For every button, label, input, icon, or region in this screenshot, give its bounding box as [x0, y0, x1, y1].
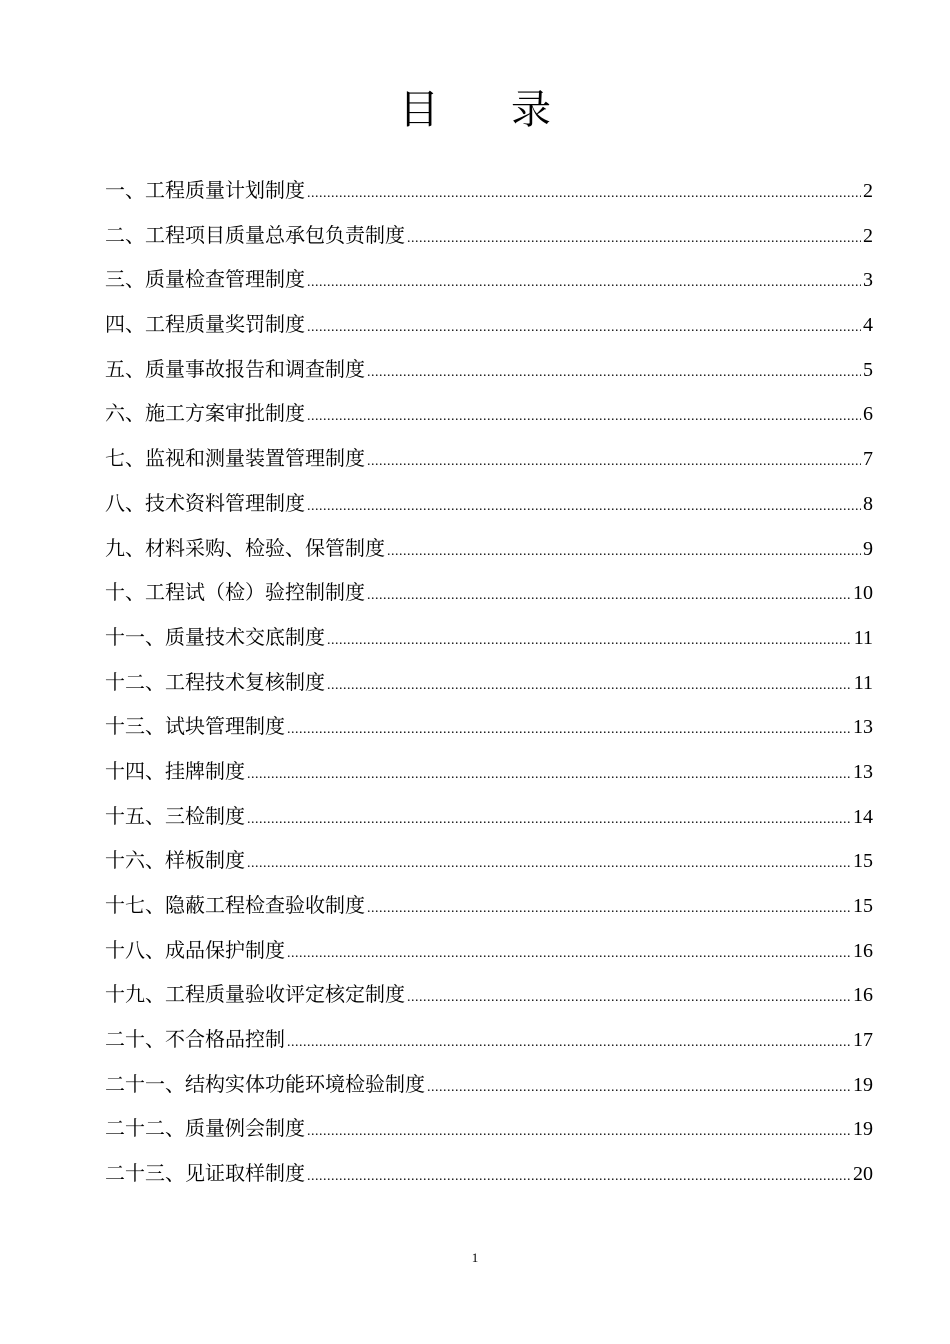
toc-entry-page: 3	[863, 269, 873, 292]
toc-entry-label: 十一、质量技术交底制度	[105, 624, 325, 649]
toc-dot-leader	[307, 395, 861, 440]
toc-dot-leader	[307, 172, 861, 217]
toc-dot-leader	[287, 708, 851, 753]
toc-dot-leader	[367, 351, 861, 396]
toc-entry[interactable]	[105, 972, 873, 1017]
page-title	[0, 80, 950, 140]
toc-entry-label: 一、工程质量计划制度	[105, 178, 305, 202]
toc-entry-page: 11	[853, 626, 873, 649]
toc-dot-leader	[287, 1021, 851, 1066]
toc-entry[interactable]	[105, 928, 873, 973]
toc-entry-label: 十五、三检制度	[105, 803, 245, 828]
toc-entry-label: 七、监视和测量装置管理制度	[105, 446, 365, 471]
toc-dot-leader	[327, 664, 852, 709]
toc-entry[interactable]	[105, 1151, 873, 1196]
toc-entry[interactable]	[105, 838, 873, 883]
toc-entry-page: 20	[853, 1163, 873, 1186]
toc-entry-page: 17	[853, 1029, 873, 1052]
toc-entry-page: 15	[853, 850, 873, 873]
toc-entry-page: 5	[863, 358, 873, 381]
toc-entry[interactable]	[105, 883, 873, 928]
toc-entry-label: 十四、挂牌制度	[105, 758, 245, 783]
toc-entry-label: 十、工程试（检）验控制制度	[105, 580, 365, 605]
toc-dot-leader	[247, 753, 851, 798]
toc-dot-leader	[307, 306, 861, 351]
toc-entry[interactable]	[105, 1017, 873, 1062]
toc-dot-leader	[247, 798, 851, 843]
toc-entry-page: 19	[853, 1118, 873, 1141]
toc-entry[interactable]	[105, 704, 873, 749]
toc-entry-page: 7	[863, 448, 873, 471]
toc-entry-page: 16	[853, 939, 873, 962]
toc-entry-page: 9	[863, 537, 873, 560]
toc-entry[interactable]	[105, 391, 873, 436]
toc-entry-label: 六、施工方案审批制度	[105, 401, 305, 426]
toc-dot-leader	[427, 1066, 851, 1111]
toc-entry-page: 2	[863, 224, 873, 247]
toc-dot-leader	[287, 932, 851, 977]
toc-entry[interactable]	[105, 257, 873, 302]
toc-entry[interactable]	[105, 615, 873, 660]
toc-entry-page: 16	[853, 984, 873, 1007]
toc-entry-page: 19	[853, 1073, 873, 1096]
toc-dot-leader	[247, 842, 851, 887]
toc-entry[interactable]	[105, 347, 873, 392]
title-char-first: 目	[399, 87, 439, 133]
toc-dot-leader	[407, 217, 861, 262]
toc-entry-label: 十三、试块管理制度	[105, 714, 285, 739]
toc-dot-leader	[367, 887, 851, 932]
toc-entry-page: 8	[863, 492, 873, 515]
toc-entry-label: 十二、工程技术复核制度	[105, 669, 325, 694]
toc-entry-label: 十六、样板制度	[105, 848, 245, 873]
toc-entry-label: 三、质量检查管理制度	[105, 267, 305, 292]
table-of-contents	[105, 168, 873, 1196]
toc-entry-page: 11	[853, 671, 873, 694]
toc-entry-page: 13	[853, 760, 873, 783]
toc-entry[interactable]	[105, 749, 873, 794]
toc-entry-label: 二十二、质量例会制度	[105, 1116, 305, 1141]
toc-dot-leader	[327, 619, 852, 664]
toc-entry-label: 九、材料采购、检验、保管制度	[105, 535, 385, 560]
title-char-second: 录	[511, 87, 551, 133]
toc-entry[interactable]	[105, 436, 873, 481]
toc-entry-page: 15	[853, 895, 873, 917]
toc-entry-label: 二、工程项目质量总承包负责制度	[105, 222, 405, 247]
toc-dot-leader	[307, 485, 861, 530]
toc-entry-page: 6	[863, 403, 873, 426]
toc-dot-leader	[307, 1110, 851, 1155]
toc-entry[interactable]	[105, 794, 873, 839]
toc-entry-page: 13	[853, 716, 873, 739]
toc-dot-leader	[387, 530, 861, 575]
toc-entry-page: 10	[853, 582, 873, 605]
toc-entry[interactable]	[105, 526, 873, 571]
toc-dot-leader	[367, 440, 861, 485]
toc-entry-label: 二十、不合格品控制	[105, 1027, 285, 1052]
toc-dot-leader	[307, 261, 861, 306]
toc-entry[interactable]	[105, 1062, 873, 1107]
toc-dot-leader	[307, 1155, 851, 1200]
toc-entry-label: 十八、成品保护制度	[105, 937, 285, 962]
toc-dot-leader	[367, 574, 851, 619]
toc-entry[interactable]	[105, 481, 873, 526]
toc-entry-page: 14	[853, 805, 873, 828]
toc-entry[interactable]	[105, 213, 873, 258]
toc-entry-page: 4	[863, 314, 873, 337]
toc-entry-label: 二十一、结构实体功能环境检验制度	[105, 1071, 425, 1096]
toc-entry[interactable]	[105, 1106, 873, 1151]
toc-entry[interactable]	[105, 660, 873, 705]
toc-entry-label: 四、工程质量奖罚制度	[105, 312, 305, 337]
toc-entry-label: 二十三、见证取样制度	[105, 1161, 305, 1186]
toc-entry-page: 2	[863, 180, 873, 202]
toc-entry-label: 五、质量事故报告和调查制度	[105, 356, 365, 381]
toc-entry-label: 十九、工程质量验收评定核定制度	[105, 982, 405, 1007]
toc-entry-label: 十七、隐蔽工程检查验收制度	[105, 893, 365, 917]
toc-entry-label: 八、技术资料管理制度	[105, 490, 305, 515]
toc-entry[interactable]	[105, 168, 873, 213]
toc-entry[interactable]	[105, 302, 873, 347]
toc-dot-leader	[407, 976, 851, 1021]
toc-entry[interactable]	[105, 570, 873, 615]
page-number: 1	[471, 1250, 479, 1265]
